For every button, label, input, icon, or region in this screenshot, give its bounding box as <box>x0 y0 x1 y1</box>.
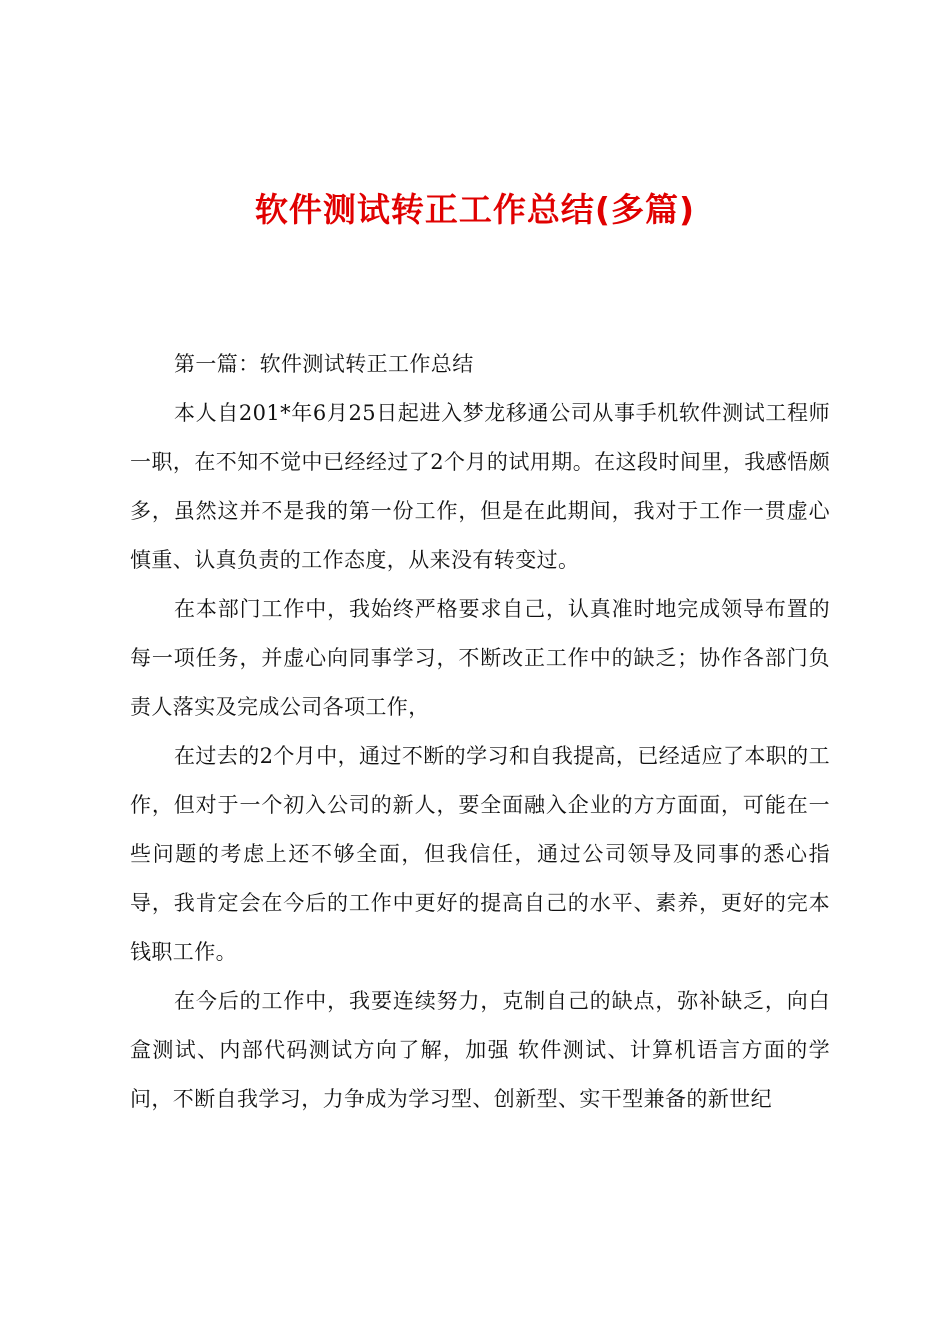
section-heading: 第一篇：软件测试转正工作总结 <box>174 352 474 376</box>
body-paragraph: 在过去的2个月中，通过不断的学习和自我提高，已经适应了本职的工作，但对于一个初入公司的新人，要全面融入企业的方方面面，可能在一些问题的考虑上还不够全面，但我信任，通过公司领导及同事的悉心指导，我肯定会在今后的工作中更好的提高自己的水平、素养，更好的完本钱职工作。 <box>130 744 830 964</box>
document-body <box>130 340 830 1124</box>
body-paragraph: 在本部门工作中，我始终严格要求自己，认真准时地完成领导布置的每一项任务，并虚心向同事学习，不断改正工作中的缺乏；协作各部门负责人落实及完成公司各项工作， <box>130 597 830 719</box>
body-paragraph: 本人自201*年6月25日起进入梦龙移通公司从事手机软件测试工程师一职，在不知不觉中已经经过了2个月的试用期。在这段时间里，我感悟颇多，虽然这并不是我的第一份工作，但是在此期间，我对于工作一贯虚心慎重、认真负责的工作态度，从来没有转变过。 <box>130 401 830 572</box>
body-paragraph: 在今后的工作中，我要连续努力，克制自己的缺点，弥补缺乏，向白盒测试、内部代码测试方向了解，加强 软件测试、计算机语言方面的学问，不断自我学习，力争成为学习型、创新型、实干型兼备的新世纪 <box>130 989 830 1111</box>
document-title: 软件测试转正工作总结(多篇) <box>254 190 696 229</box>
